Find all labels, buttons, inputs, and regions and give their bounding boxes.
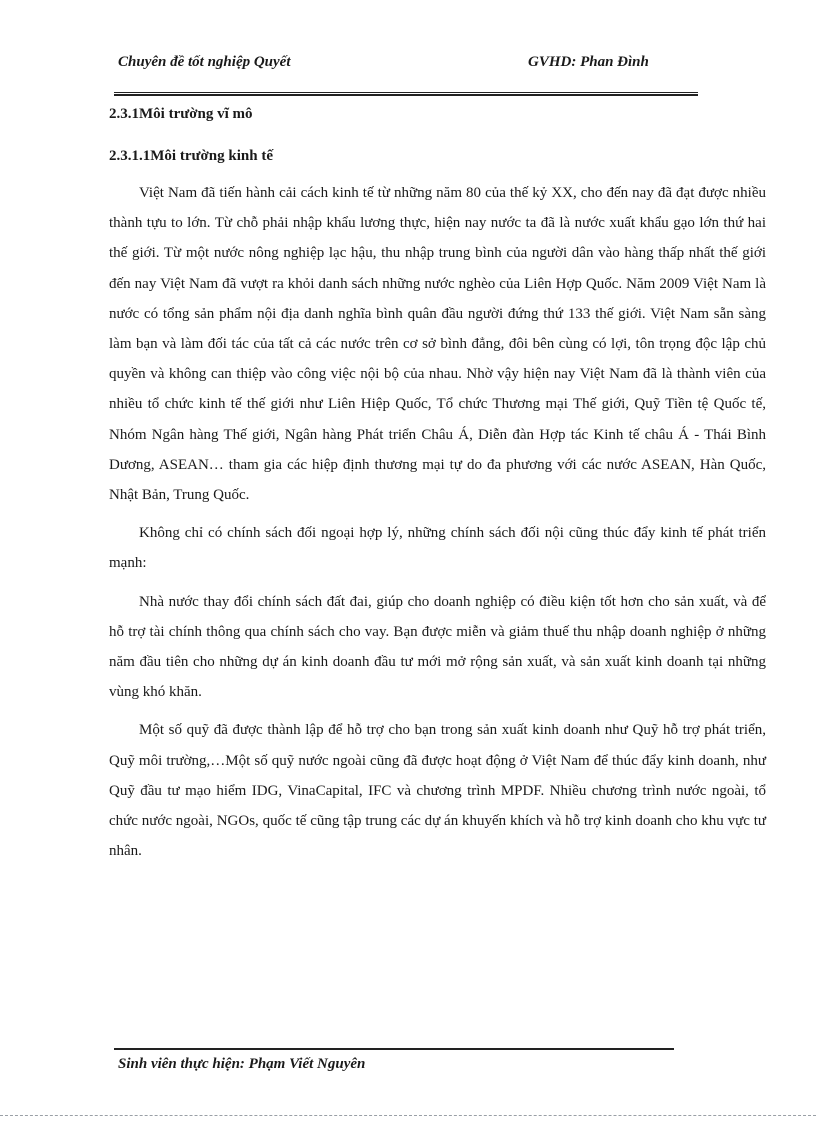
paragraph: Nhà nước thay đổi chính sách đất đai, giúp cho doanh nghiệp có điều kiện tốt hơn cho sản xuất, và để hỗ trợ tài chính thông qua chính sách cho vay. Bạn được miễn và giảm thuế thu nhập doanh nghiệp ở những năm đầu tiên cho những dự án kinh doanh đầu tư mới mở rộng sản xuất, và sản xuất kinh doanh tại những vùng khó khăn. <box>109 593 766 701</box>
paragraph: Việt Nam đã tiến hành cải cách kinh tế từ những năm 80 của thế kỷ XX, cho đến nay đã đạt được nhiều thành tựu to lớn. Từ chỗ phải nhập khẩu lương thực, hiện nay nước ta đã là nước xuất khẩu gạo lớn thứ hai thế giới. Từ một nước nông nghiệp lạc hậu, thu nhập trung bình của người dân vào hàng thấp nhất thế giới đến nay Việt Nam đã vượt ra khỏi danh sách những nước nghèo của Liên Hợp Quốc. Năm 2009 Việt Nam là nước có tổng sản phẩm nội địa danh nghĩa bình quân đầu người đứng thứ 133 thế giới. Việt Nam sẵn sàng làm bạn và làm đối tác của tất cả các nước trên cơ sở bình đẳng, đôi bên cùng có lợi, tôn trọng độc lập chủ quyền và không can thiệp vào công việc nội bộ của nhau. Nhờ vậy hiện nay Việt Nam đã là thành viên của nhiều tổ chức kinh tế thế giới như Liên Hiệp Quốc, Tổ chức Thương mại Thế giới, Quỹ Tiền tệ Quốc tế, Nhóm Ngân hàng Thế giới, Ngân hàng Phát triển Châu Á, Diễn đàn Hợp tác Kinh tế châu Á - Thái Bình Dương, ASEAN… tham gia các hiệp định thương mại tự do đa phương với các nước ASEAN, Hàn Quốc, Nhật Bản, Trung Quốc. <box>109 185 766 504</box>
paragraph: Không chỉ có chính sách đối ngoại hợp lý, những chính sách đối nội cũng thúc đẩy kinh tế phát triển mạnh: <box>109 525 766 572</box>
subsection-heading: 2.3.1.1Môi trường kinh tế <box>109 148 273 164</box>
footer-divider <box>114 1048 674 1050</box>
section-heading: 2.3.1Môi trường vĩ mô <box>109 106 253 122</box>
header-divider <box>114 92 698 97</box>
paragraph: Một số quỹ đã được thành lập để hỗ trợ cho bạn trong sản xuất kinh doanh như Quỹ hỗ trợ phát triển, Quỹ môi trường,…Một số quỹ nước ngoài cũng đã được hoạt động ở Việt Nam để thúc đẩy kinh doanh, như Quỹ đầu tư mạo hiểm IDG, VinaCapital, IFC và chương trình MPDF. Nhiều chương trình nước ngoài, tổ chức nước ngoài, NGOs, quốc tế cũng tập trung các dự án khuyến khích và hỗ trợ kinh doanh cho khu vực tư nhân. <box>109 722 766 860</box>
body-text <box>109 178 766 874</box>
page-header <box>118 53 698 91</box>
header-title: Chuyên đề tốt nghiệp Quyết <box>118 54 291 70</box>
page-break-line <box>0 1115 816 1116</box>
header-advisor: GVHD: Phan Đình <box>528 54 649 70</box>
footer-author: Sinh viên thực hiện: Phạm Viết Nguyên <box>118 1056 366 1072</box>
